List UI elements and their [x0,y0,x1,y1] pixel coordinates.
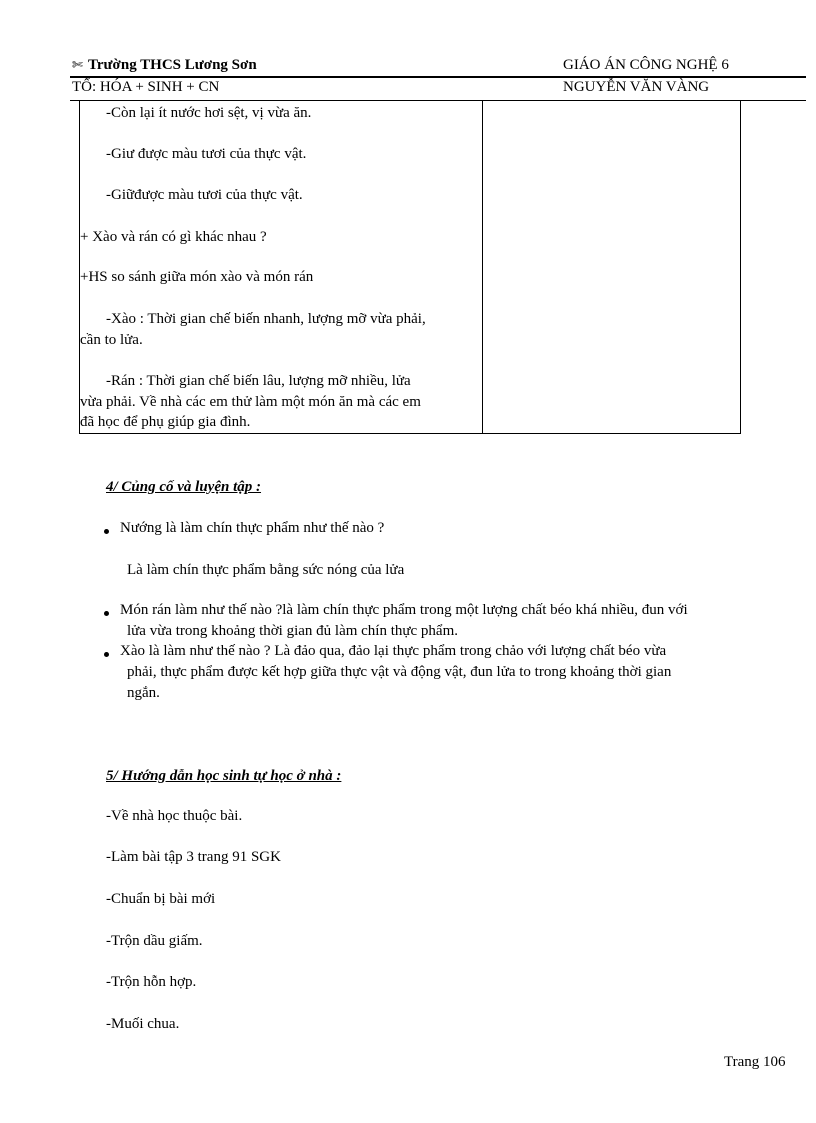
teacher-name: NGUYỄN VĂN VÀNG [563,79,710,95]
answer-grill: Là làm chín thực phẩm bằng sức nóng của lửa [127,562,405,578]
question-fry-line2: lửa vừa trong khoảng thời gian đủ làm chín thực phẩm. [127,623,459,639]
table-line: vừa phải. Về nhà các em thử làm một món ăn mà các em [80,394,421,410]
bullet-icon [104,611,109,616]
table-line: -Giữđược màu tươi của thực vật. [106,187,303,203]
table-line: + Xào và rán có gì khác nhau ? [80,229,267,245]
homework-item: -Làm bài tập 3 trang 91 SGK [106,849,281,865]
subject-title: GIÁO ÁN CÔNG NGHỆ 6 [563,57,729,73]
school-name: Trường THCS Lương Sơn [88,57,257,73]
question-stirfry-line3: ngắn. [127,685,160,701]
homework-item: -Trộn hỗn hợp. [106,974,197,990]
table-line: -Còn lại ít nước hơi sệt, vị vừa ăn. [106,105,312,121]
section5-heading: 5/ Hướng dẫn học sinh tự học ở nhà : [106,768,342,784]
section4-heading: 4/ Củng cố và luyện tập : [106,479,262,495]
bullet-icon [104,652,109,657]
homework-item: -Trộn dầu giấm. [106,933,203,949]
page-number: Trang 106 [724,1054,786,1070]
table-line: -Rán : Thời gian chế biến lâu, lượng mỡ nhiều, lửa [106,373,411,389]
lesson-table [79,101,741,434]
table-line: cần to lửa. [80,332,143,348]
table-line: +HS so sánh giữa món xào và món rán [80,269,314,285]
homework-item: -Muối chua. [106,1016,180,1032]
department: TỔ: HÓA + SINH + CN [72,79,220,95]
scissors-icon: ✄ [72,57,83,72]
question-fry-line1: Món rán làm như thế nào ?là làm chín thực phẩm trong một lượng chất béo khá nhiều, đun với [120,602,688,618]
homework-item: -Chuẩn bị bài mới [106,891,216,907]
question-stirfry-line1: Xào là làm như thế nào ? Là đảo qua, đảo lại thực phẩm trong chảo với lượng chất béo vừa [120,643,667,659]
homework-item: -Về nhà học thuộc bài. [106,808,243,824]
table-line: đã học để phụ giúp gia đình. [80,414,251,430]
question-stirfry-line2: phải, thực phẩm được kết hợp giữa thực vật và động vật, đun lửa to trong khoảng thời gian [127,664,672,680]
bullet-icon [104,529,109,534]
header-rule-top [70,76,806,78]
table-line: -Giư được màu tươi của thực vật. [106,146,307,162]
table-line: -Xào : Thời gian chế biến nhanh, lượng mỡ vừa phải, [106,311,426,327]
question-grill: Nướng là làm chín thực phẩm như thế nào ? [120,520,385,536]
table-column-divider [482,101,483,433]
